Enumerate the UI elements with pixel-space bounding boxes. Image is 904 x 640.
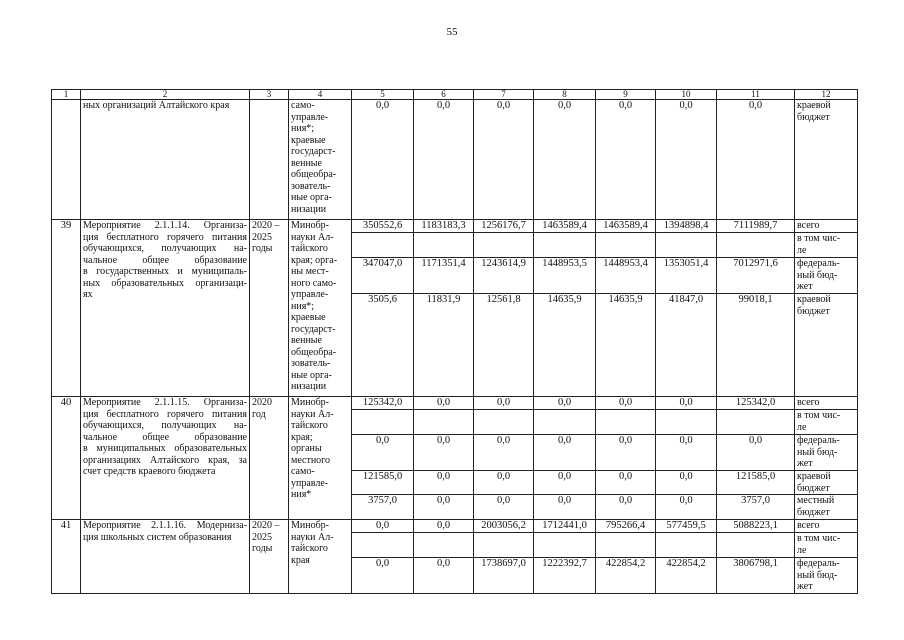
column-number: 10	[656, 90, 717, 100]
continuation-row	[52, 100, 858, 220]
text-line: федераль-	[797, 435, 840, 446]
amount-cell: 0,0	[717, 435, 795, 471]
column-number: 4	[289, 90, 352, 100]
column-number: 2	[81, 90, 250, 100]
text-line: ция бесплатного горячего питания	[83, 231, 247, 243]
amount-cell: 3757,0	[717, 495, 795, 520]
funding-source-cell	[795, 495, 858, 520]
text-line: ния*;	[291, 300, 315, 312]
text-line: науки Ал-	[291, 231, 334, 243]
text-line: в государственных и муниципаль-	[83, 266, 247, 277]
amount-cell: 7111989,7	[717, 220, 795, 233]
text-line: края;	[291, 431, 313, 443]
measure-executor	[289, 220, 352, 397]
text-line: ях	[83, 289, 93, 300]
amount-cell: 1243614,9	[474, 258, 534, 294]
column-number: 9	[596, 90, 656, 100]
amount-cell: 795266,4	[596, 520, 656, 533]
amount-cell: 0,0	[474, 397, 534, 410]
text-line: государст-	[291, 146, 336, 157]
amount-cell: 0,0	[414, 435, 474, 471]
text-line: 2025	[252, 231, 272, 243]
amount-cell: 0,0	[352, 558, 414, 594]
text-line: Минобр-	[291, 520, 330, 531]
text-line: бюджет	[797, 482, 830, 494]
amount-cell: 1256176,7	[474, 220, 534, 233]
text-line: науки Ал-	[291, 531, 334, 543]
empty-amount-cell	[596, 410, 656, 435]
amount-cell: 1712441,0	[534, 520, 596, 533]
amount-cell: 0,0	[656, 100, 717, 220]
text-line: венные	[291, 335, 322, 346]
text-line: ле	[797, 544, 807, 556]
amount-cell: 0,0	[534, 397, 596, 410]
text-line: общеобра-	[291, 346, 337, 358]
amount-cell: 41847,0	[656, 294, 717, 397]
text-line: краевой	[797, 471, 831, 482]
text-line: годы	[252, 543, 273, 554]
text-line: Мероприятие 2.1.1.16. Модерниза-	[83, 520, 247, 531]
measure-39-total-row	[52, 220, 858, 233]
amount-cell: 14635,9	[596, 294, 656, 397]
measure-executor	[289, 397, 352, 520]
amount-cell: 1448953,4	[596, 258, 656, 294]
text-line: тайского	[291, 243, 328, 254]
text-line: 2020 –	[252, 520, 280, 531]
text-line: краевые	[291, 312, 326, 323]
text-line: краевой	[797, 294, 831, 305]
empty-amount-cell	[474, 233, 534, 258]
amount-cell: 0,0	[414, 100, 474, 220]
amount-cell: 7012971,6	[717, 258, 795, 294]
text-line: тайского	[291, 543, 328, 554]
measure-period	[250, 520, 289, 594]
funding-source-cell	[795, 397, 858, 410]
measure-number: 39	[52, 220, 81, 397]
text-line: в том чис-	[797, 410, 841, 421]
text-line: всего	[797, 520, 820, 531]
text-line: ный бюд-	[797, 569, 838, 581]
executor-cell	[289, 100, 352, 220]
amount-cell: 3806798,1	[717, 558, 795, 594]
empty-amount-cell	[656, 233, 717, 258]
column-number: 11	[717, 90, 795, 100]
text-line: жет	[797, 281, 813, 292]
text-line: ного само-	[291, 277, 337, 289]
amount-cell: 5088223,1	[717, 520, 795, 533]
amount-cell: 121585,0	[352, 471, 414, 495]
text-line: в том чис-	[797, 233, 841, 244]
column-number: 7	[474, 90, 534, 100]
amount-cell: 0,0	[352, 435, 414, 471]
amount-cell: 0,0	[352, 520, 414, 533]
empty-amount-cell	[474, 410, 534, 435]
measure-description	[81, 520, 250, 594]
amount-cell: 1394898,4	[656, 220, 717, 233]
amount-cell: 0,0	[474, 100, 534, 220]
description-cell	[81, 100, 250, 220]
text-line: тайского	[291, 420, 328, 431]
text-line: управле-	[291, 477, 329, 489]
amount-cell: 0,0	[414, 495, 474, 520]
amount-cell: 1171351,4	[414, 258, 474, 294]
empty-amount-cell	[352, 410, 414, 435]
empty-amount-cell	[534, 410, 596, 435]
column-number: 12	[795, 90, 858, 100]
text-line: местного	[291, 454, 331, 466]
funding-source-cell	[795, 558, 858, 594]
text-line: ния*	[291, 489, 312, 500]
text-line: общеобра-	[291, 169, 337, 180]
amount-cell: 125342,0	[352, 397, 414, 410]
text-line: в муниципальных образовательных	[83, 443, 247, 454]
funding-source-cell	[795, 258, 858, 294]
text-line: ных организаций Алтайского края	[83, 100, 230, 111]
funding-source-cell	[795, 533, 858, 558]
period-cell	[250, 100, 289, 220]
empty-amount-cell	[352, 533, 414, 558]
empty-amount-cell	[414, 233, 474, 258]
text-line: жет	[797, 458, 813, 469]
amount-cell: 0,0	[474, 495, 534, 520]
amount-cell: 0,0	[414, 471, 474, 495]
text-line: само-	[291, 100, 315, 111]
text-line: края	[291, 554, 310, 566]
text-line: ны мест-	[291, 266, 329, 277]
text-line: обучающихся, получающих на-	[83, 420, 247, 431]
amount-cell: 11831,9	[414, 294, 474, 397]
amount-cell: 2003056,2	[474, 520, 534, 533]
empty-amount-cell	[414, 533, 474, 558]
text-line: ция бесплатного горячего питания	[83, 408, 247, 420]
text-line: ле	[797, 244, 807, 256]
text-line: Мероприятие 2.1.1.14. Организа-	[83, 220, 247, 231]
amount-cell: 0,0	[717, 100, 795, 220]
amount-cell: 14635,9	[534, 294, 596, 397]
empty-amount-cell	[656, 410, 717, 435]
measure-period	[250, 397, 289, 520]
text-line: зователь-	[291, 180, 331, 192]
measure-40-total-row	[52, 397, 858, 410]
funding-source-cell	[795, 435, 858, 471]
text-line: в том чис-	[797, 533, 841, 544]
column-number: 6	[414, 90, 474, 100]
amount-cell: 0,0	[596, 495, 656, 520]
measure-period	[250, 220, 289, 397]
amount-cell: 0,0	[474, 435, 534, 471]
text-line: 2025	[252, 531, 272, 543]
text-line: ных образовательных организаци-	[83, 277, 247, 289]
row-number-cell	[52, 100, 81, 220]
text-line: ные орга-	[291, 192, 332, 203]
empty-amount-cell	[534, 233, 596, 258]
amount-cell: 0,0	[656, 495, 717, 520]
text-line: Минобр-	[291, 397, 330, 408]
amount-cell: 0,0	[596, 471, 656, 495]
empty-amount-cell	[596, 233, 656, 258]
funding-source-cell	[795, 100, 858, 220]
amount-cell: 0,0	[352, 100, 414, 220]
text-line: федераль-	[797, 258, 840, 269]
amount-cell: 347047,0	[352, 258, 414, 294]
text-line: год	[252, 408, 266, 420]
measure-description	[81, 220, 250, 397]
amount-cell: 121585,0	[717, 471, 795, 495]
text-line: бюджет	[797, 111, 830, 123]
measure-number: 40	[52, 397, 81, 520]
text-line: всего	[797, 220, 820, 231]
amount-cell: 1353051,4	[656, 258, 717, 294]
text-line: бюджет	[797, 506, 830, 518]
text-line: Мероприятие 2.1.1.15. Организа-	[83, 397, 247, 408]
text-line: федераль-	[797, 558, 840, 569]
text-line: низации	[291, 381, 327, 392]
page-number: 55	[446, 26, 458, 38]
column-number: 5	[352, 90, 414, 100]
amount-cell: 0,0	[596, 435, 656, 471]
text-line: Минобр-	[291, 220, 330, 231]
text-line: местный	[797, 495, 835, 506]
text-line: края; орга-	[291, 254, 338, 266]
column-number-row	[52, 90, 858, 100]
amount-cell: 1183183,3	[414, 220, 474, 233]
text-line: 2020 –	[252, 220, 280, 231]
amount-cell: 0,0	[596, 397, 656, 410]
amount-cell: 0,0	[474, 471, 534, 495]
amount-cell: 422854,2	[656, 558, 717, 594]
empty-amount-cell	[717, 233, 795, 258]
amount-cell: 1448953,5	[534, 258, 596, 294]
funding-source-cell	[795, 520, 858, 533]
amount-cell: 0,0	[534, 495, 596, 520]
text-line: 2020	[252, 397, 272, 408]
text-line: ния*;	[291, 123, 315, 134]
measure-description	[81, 397, 250, 520]
text-line: науки Ал-	[291, 408, 334, 420]
amount-cell: 1222392,7	[534, 558, 596, 594]
empty-amount-cell	[352, 233, 414, 258]
funding-source-cell	[795, 220, 858, 233]
amount-cell: 0,0	[534, 435, 596, 471]
amount-cell: 12561,8	[474, 294, 534, 397]
amount-cell: 0,0	[656, 435, 717, 471]
text-line: зователь-	[291, 358, 331, 369]
funding-source-cell	[795, 233, 858, 258]
text-line: ный бюд-	[797, 269, 838, 281]
text-line: государст-	[291, 323, 336, 335]
funding-source-cell	[795, 471, 858, 495]
empty-amount-cell	[414, 410, 474, 435]
text-line: ле	[797, 421, 807, 433]
amount-cell: 0,0	[656, 397, 717, 410]
amount-cell: 0,0	[534, 471, 596, 495]
amount-cell: 125342,0	[717, 397, 795, 410]
measure-executor	[289, 520, 352, 594]
text-line: венные	[291, 157, 322, 169]
amount-cell: 0,0	[414, 520, 474, 533]
text-line: само-	[291, 466, 315, 477]
text-line: органы	[291, 443, 322, 454]
empty-amount-cell	[717, 533, 795, 558]
empty-amount-cell	[474, 533, 534, 558]
funding-source-cell	[795, 410, 858, 435]
amount-cell: 0,0	[414, 397, 474, 410]
text-line: годы	[252, 243, 273, 254]
empty-amount-cell	[534, 533, 596, 558]
text-line: управле-	[291, 111, 329, 123]
text-line: обучающихся, получающих на-	[83, 243, 247, 254]
text-line: чальное общее образование	[83, 431, 247, 443]
text-line: ный бюд-	[797, 446, 838, 458]
text-line: краевые	[291, 134, 326, 146]
text-line: ция школьных систем образования	[83, 531, 232, 543]
column-number: 8	[534, 90, 596, 100]
amount-cell: 3757,0	[352, 495, 414, 520]
text-line: ные орга-	[291, 369, 332, 381]
column-number: 1	[52, 90, 81, 100]
amount-cell: 1463589,4	[534, 220, 596, 233]
amount-cell: 350552,6	[352, 220, 414, 233]
amount-cell: 3505,6	[352, 294, 414, 397]
measure-41-total-row	[52, 520, 858, 533]
empty-amount-cell	[596, 533, 656, 558]
text-line: счет средств краевого бюджета	[83, 466, 216, 477]
text-line: низации	[291, 203, 327, 215]
amount-cell: 1738697,0	[474, 558, 534, 594]
amount-cell: 99018,1	[717, 294, 795, 397]
program-table	[51, 89, 858, 594]
amount-cell: 0,0	[656, 471, 717, 495]
amount-cell: 0,0	[596, 100, 656, 220]
funding-source-cell	[795, 294, 858, 397]
column-number: 3	[250, 90, 289, 100]
empty-amount-cell	[656, 533, 717, 558]
amount-cell: 577459,5	[656, 520, 717, 533]
text-line: жет	[797, 581, 813, 592]
amount-cell: 1463589,4	[596, 220, 656, 233]
text-line: краевой	[797, 100, 831, 111]
text-line: бюджет	[797, 305, 830, 317]
amount-cell: 422854,2	[596, 558, 656, 594]
amount-cell: 0,0	[414, 558, 474, 594]
text-line: чальное общее образование	[83, 254, 247, 266]
text-line: всего	[797, 397, 820, 408]
empty-amount-cell	[717, 410, 795, 435]
amount-cell: 0,0	[534, 100, 596, 220]
text-line: управле-	[291, 289, 329, 300]
measure-number: 41	[52, 520, 81, 594]
text-line: организациях Алтайского края, за	[83, 454, 247, 466]
